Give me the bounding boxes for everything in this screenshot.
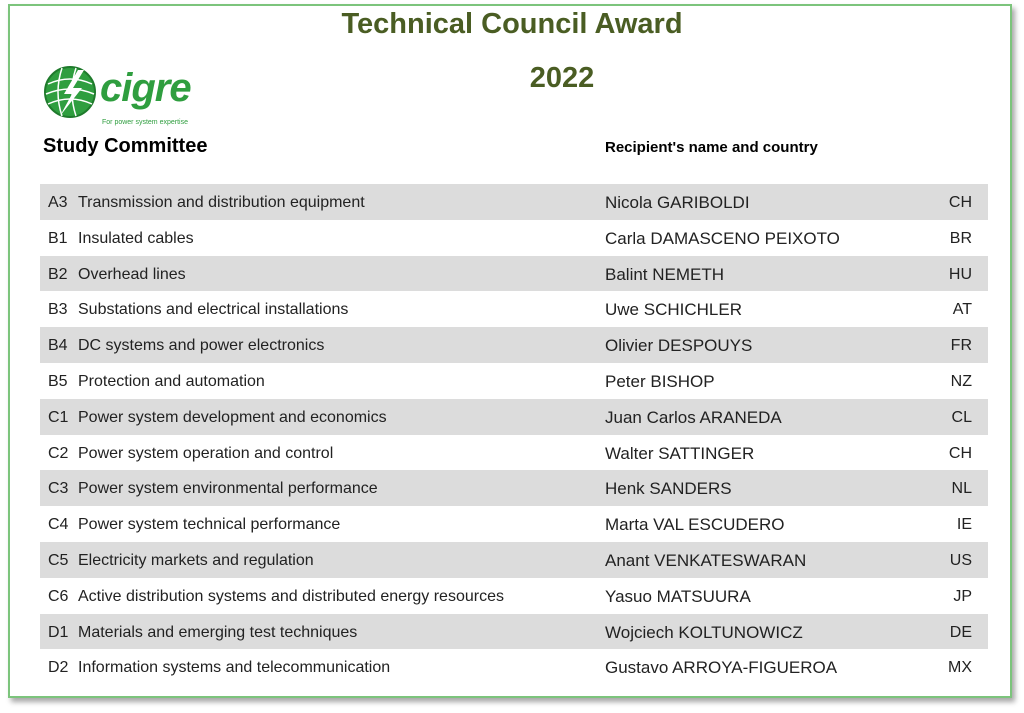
sc-code: D1: [48, 623, 69, 641]
sc-name: Active distribution systems and distributed energy resources: [78, 587, 504, 605]
sc-name: Insulated cables: [78, 229, 194, 247]
recipient-country: BR: [949, 229, 972, 247]
logo-wordmark: cigre: [100, 66, 191, 110]
table-row: [40, 435, 988, 471]
sc-name: Power system operation and control: [78, 444, 334, 462]
recipient-country: NL: [951, 480, 972, 498]
table-row: [40, 256, 988, 292]
recipient-country: JP: [953, 587, 972, 605]
table-row: [40, 578, 988, 614]
recipient-name: Uwe SCHICHLER: [605, 300, 742, 320]
recipient-country: CH: [948, 194, 972, 211]
table-row: [40, 649, 988, 685]
page-title: Technical Council Award: [341, 8, 683, 40]
table-row: [40, 506, 988, 542]
sc-code: C5: [48, 551, 69, 569]
recipient-country: IE: [956, 516, 972, 534]
recipient-name: Peter BISHOP: [605, 371, 715, 391]
sc-name: Power system environmental performance: [78, 480, 378, 498]
recipient-name: Juan Carlos ARANEDA: [605, 407, 782, 427]
table-row: [40, 327, 988, 363]
recipient-name: Gustavo ARROYA-FIGUEROA: [605, 658, 838, 678]
recipient-name: Balint NEMETH: [605, 264, 725, 284]
table-row: [40, 399, 988, 435]
sc-code: C4: [48, 516, 69, 534]
recipient-name: Yasuo MATSUURA: [605, 586, 751, 606]
sc-code: B3: [48, 301, 68, 319]
recipient-name: Walter SATTINGER: [605, 443, 755, 463]
recipient-name: Henk SANDERS: [605, 479, 732, 499]
sc-name: Electricity markets and regulation: [78, 551, 314, 569]
award-table: [40, 184, 988, 685]
logo-tagline: For power system expertise: [102, 119, 188, 126]
table-row: [40, 470, 988, 506]
table-row: [40, 363, 988, 399]
sc-name: DC systems and power electronics: [78, 337, 325, 355]
sc-code: C2: [48, 444, 69, 462]
cigre-logo: [42, 64, 202, 132]
table-row: [40, 542, 988, 578]
table-row: [40, 184, 988, 220]
table-row: [40, 291, 988, 327]
recipient-country: MX: [948, 659, 972, 677]
table-row: [40, 614, 988, 650]
recipient-country: CH: [948, 444, 972, 462]
recipient-header: Recipient's name and country: [605, 139, 818, 156]
sc-code: C6: [48, 587, 69, 605]
recipient-country: FR: [950, 337, 972, 355]
sc-code: A3: [48, 194, 68, 211]
sc-code: B4: [48, 337, 68, 355]
sc-name: Overhead lines: [78, 265, 186, 283]
sc-name: Power system technical performance: [78, 516, 341, 534]
recipient-country: DE: [949, 623, 972, 641]
sc-name: Substations and electrical installations: [78, 301, 349, 319]
sc-code: D2: [48, 659, 69, 677]
recipient-name: Olivier DESPOUYS: [605, 336, 753, 356]
table-row: [40, 220, 988, 256]
sc-name: Transmission and distribution equipment: [78, 194, 365, 211]
globe-lightning-icon: [42, 64, 98, 120]
sc-code: B5: [48, 372, 68, 390]
sc-code: C1: [48, 408, 69, 426]
recipient-country: CL: [951, 408, 972, 426]
award-year: 2022: [529, 62, 595, 94]
sc-name: Information systems and telecommunication: [78, 659, 391, 677]
sc-name: Materials and emerging test techniques: [78, 623, 358, 641]
recipient-country: HU: [948, 265, 972, 283]
recipient-country: US: [949, 551, 972, 569]
sc-code: B1: [48, 229, 68, 247]
recipient-name: Anant VENKATESWARAN: [605, 550, 807, 570]
sc-name: Protection and automation: [78, 372, 265, 390]
recipient-country: NZ: [950, 372, 972, 390]
recipient-name: Nicola GARIBOLDI: [605, 193, 750, 212]
recipient-country: AT: [952, 301, 972, 319]
recipient-name: Carla DAMASCENO PEIXOTO: [605, 228, 840, 248]
study-committee-header: Study Committee: [43, 135, 208, 157]
recipient-name: Marta VAL ESCUDERO: [605, 515, 785, 535]
sc-code: B2: [48, 265, 68, 283]
recipient-name: Wojciech KOLTUNOWICZ: [605, 622, 803, 642]
sc-name: Power system development and economics: [78, 408, 387, 426]
sc-code: C3: [48, 480, 69, 498]
